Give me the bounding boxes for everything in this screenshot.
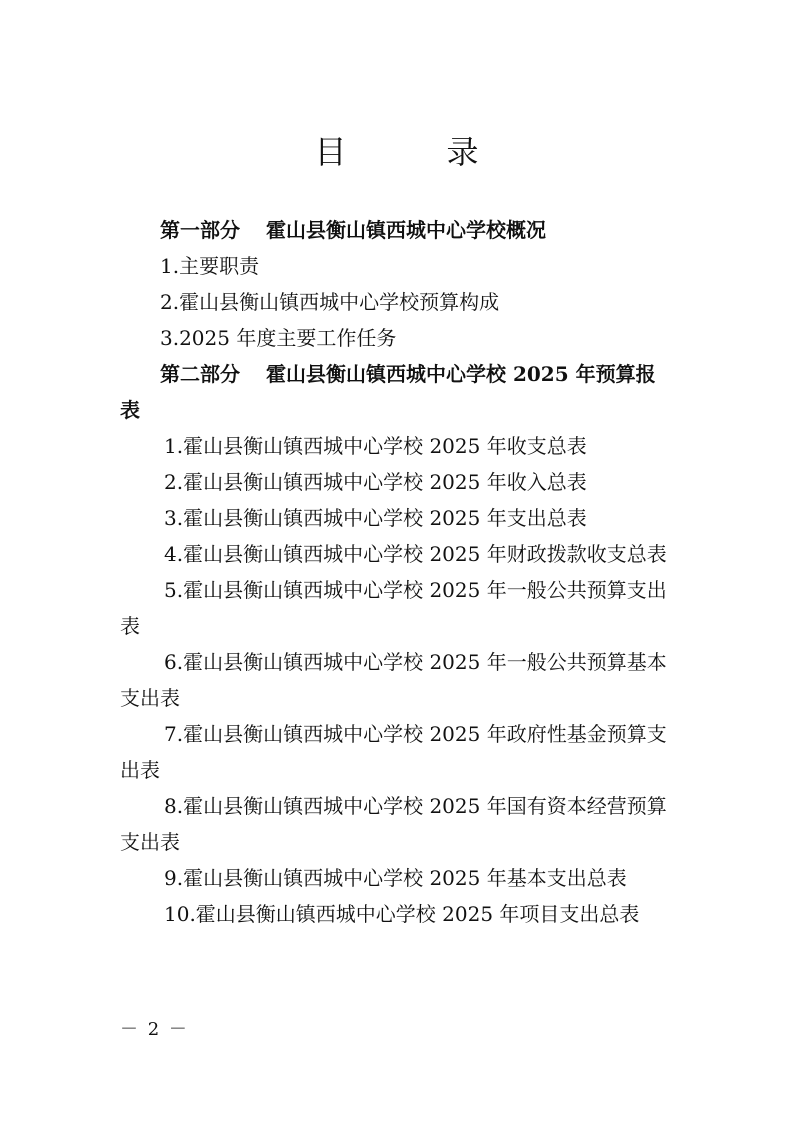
toc-part-1-title: 霍山县衡山镇西城中心学校概况 [266,218,546,242]
table-of-contents [120,212,675,932]
toc-part-2-item-1[interactable]: 1.霍山县衡山镇西城中心学校 2025 年收支总表 [164,434,587,458]
toc-part-2-title: 霍山县衡山镇西城中心学校 2025 年预算报表 [120,362,656,422]
toc-part-2-item-8[interactable]: 8.霍山县衡山镇西城中心学校 2025 年国有资本经营预算支出表 [120,794,667,854]
toc-part-2-item-7[interactable]: 7.霍山县衡山镇西城中心学校 2025 年政府性基金预算支出表 [120,722,667,782]
page-title: 目 录 [314,133,513,171]
toc-part-1-item-1[interactable]: 1.主要职责 [160,254,260,278]
toc-part-2-item-10[interactable]: 10.霍山县衡山镇西城中心学校 2025 年项目支出总表 [164,902,640,926]
toc-part-1-item-2[interactable]: 2.霍山县衡山镇西城中心学校预算构成 [160,290,500,314]
toc-part-2-item-6[interactable]: 6.霍山县衡山镇西城中心学校 2025 年一般公共预算基本支出表 [120,650,667,710]
toc-part-1-heading[interactable] [120,212,675,248]
toc-part-1-item-3[interactable]: 3.2025 年度主要工作任务 [160,326,397,350]
toc-part-2-item-3[interactable]: 3.霍山县衡山镇西城中心学校 2025 年支出总表 [164,506,587,530]
page-number: － 2 － [120,1019,189,1040]
toc-part-2-label: 第二部分 [160,362,240,386]
toc-part-2-item-4[interactable]: 4.霍山县衡山镇西城中心学校 2025 年财政拨款收支总表 [164,542,667,566]
toc-part-2-item-5[interactable]: 5.霍山县衡山镇西城中心学校 2025 年一般公共预算支出表 [120,578,667,638]
toc-part-2-item-2[interactable]: 2.霍山县衡山镇西城中心学校 2025 年收入总表 [164,470,587,494]
toc-part-1-label: 第一部分 [160,218,240,242]
toc-part-2-heading[interactable] [120,356,675,428]
toc-part-2-item-9[interactable]: 9.霍山县衡山镇西城中心学校 2025 年基本支出总表 [164,866,627,890]
